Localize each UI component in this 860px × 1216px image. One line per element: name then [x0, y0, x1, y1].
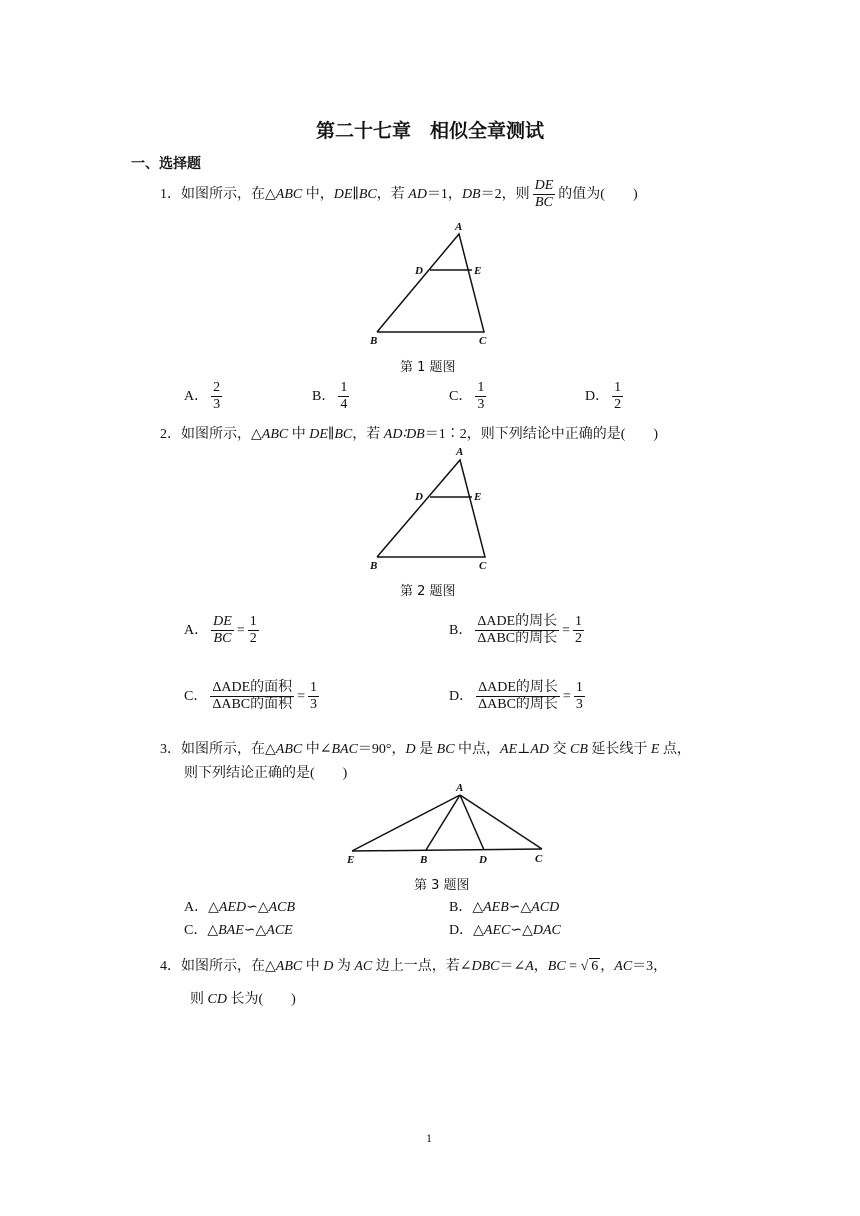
question-4-text-line2: 则 CD 长为( )	[190, 992, 296, 1007]
question-2-text: 2．如图所示，△ABC 中 DE∥BC，若 AD∶DB＝1∶2，则下列结论中正确的是( )	[160, 427, 659, 442]
fig3-label-a: A	[456, 782, 464, 794]
q1-option-b: B． $\frac{1}{4}$	[312, 380, 348, 413]
fig3-label-c: C	[535, 853, 543, 865]
fig2-label-a: A	[456, 446, 464, 458]
section-heading: 一、选择题	[131, 156, 201, 172]
fig3-label-d: D	[479, 854, 487, 866]
q1-option-a: A． $\frac{2}{3}$	[184, 380, 221, 413]
fig1-label-e: E	[474, 265, 482, 277]
fig2-label-c: C	[479, 560, 487, 572]
figure-1-caption: 第 1 题图	[400, 360, 456, 375]
q2-option-b: B． $\frac{\text{ΔADE的周长}}{\text{ΔABC的周长}}$ = $\frac{1}{2}$	[449, 614, 583, 647]
q2-option-c: C． $\frac{\text{ΔADE的面积}}{\text{ΔABC的面积}}$ = $\frac{1}{3}$	[184, 680, 318, 713]
page-number: 1	[426, 1131, 432, 1145]
figure-3-caption: 第 3 题图	[414, 878, 470, 893]
fig3-label-e: E	[347, 854, 355, 866]
fig1-label-d: D	[415, 265, 423, 277]
figure-2-caption: 第 2 题图	[400, 584, 456, 599]
q3-option-a: A．△AED∽△ACB	[184, 900, 296, 915]
question-3-text-line1: 3．如图所示，在△ABC 中∠BAC＝90°，D 是 BC 中点，AE⊥AD 交 CB 延长线于 E 点，	[160, 742, 691, 757]
fraction-de-bc: $\frac{DE}{BC}$	[534, 178, 554, 211]
fig1-label-a: A	[455, 221, 463, 233]
q1-option-d: D． $\frac{1}{2}$	[585, 380, 622, 413]
sqrt-six: √ 6	[580, 959, 599, 974]
fig2-label-b: B	[370, 560, 378, 572]
q1-option-c: C． $\frac{1}{3}$	[449, 380, 485, 413]
fig3-label-b: B	[420, 854, 428, 866]
q3-option-b: B．△AEB∽△ACD	[449, 900, 560, 915]
fig2-label-e: E	[474, 491, 482, 503]
q3-option-d: D．△AEC∽△DAC	[449, 923, 561, 938]
question-3-text-line2: 则下列结论正确的是( )	[184, 766, 348, 781]
fig1-label-b: B	[370, 335, 378, 347]
question-4-text-line1: 4．如图所示，在△ABC 中 D 为 AC 边上一点，若∠DBC＝∠A，BC = √ 6 ，AC＝3，	[160, 959, 668, 974]
page-title: 第二十七章 相似全章测试	[315, 120, 544, 142]
q2-option-d: D． $\frac{\text{ΔADE的周长}}{\text{ΔABC的周长}}$ = $\frac{1}{3}$	[449, 680, 583, 713]
fig1-label-c: C	[479, 335, 487, 347]
q2-option-a: A． $\frac{DE}{BC}$ = $\frac{1}{2}$	[184, 614, 257, 647]
q3-option-c: C．△BAE∽△ACE	[184, 923, 293, 938]
question-1-text: 1．如图所示，在△ABC 中，DE∥BC，若 AD＝1，DB＝2，则 $\frac{DE}{BC}$ 的值为( )	[160, 178, 638, 211]
fig2-label-d: D	[415, 491, 423, 503]
